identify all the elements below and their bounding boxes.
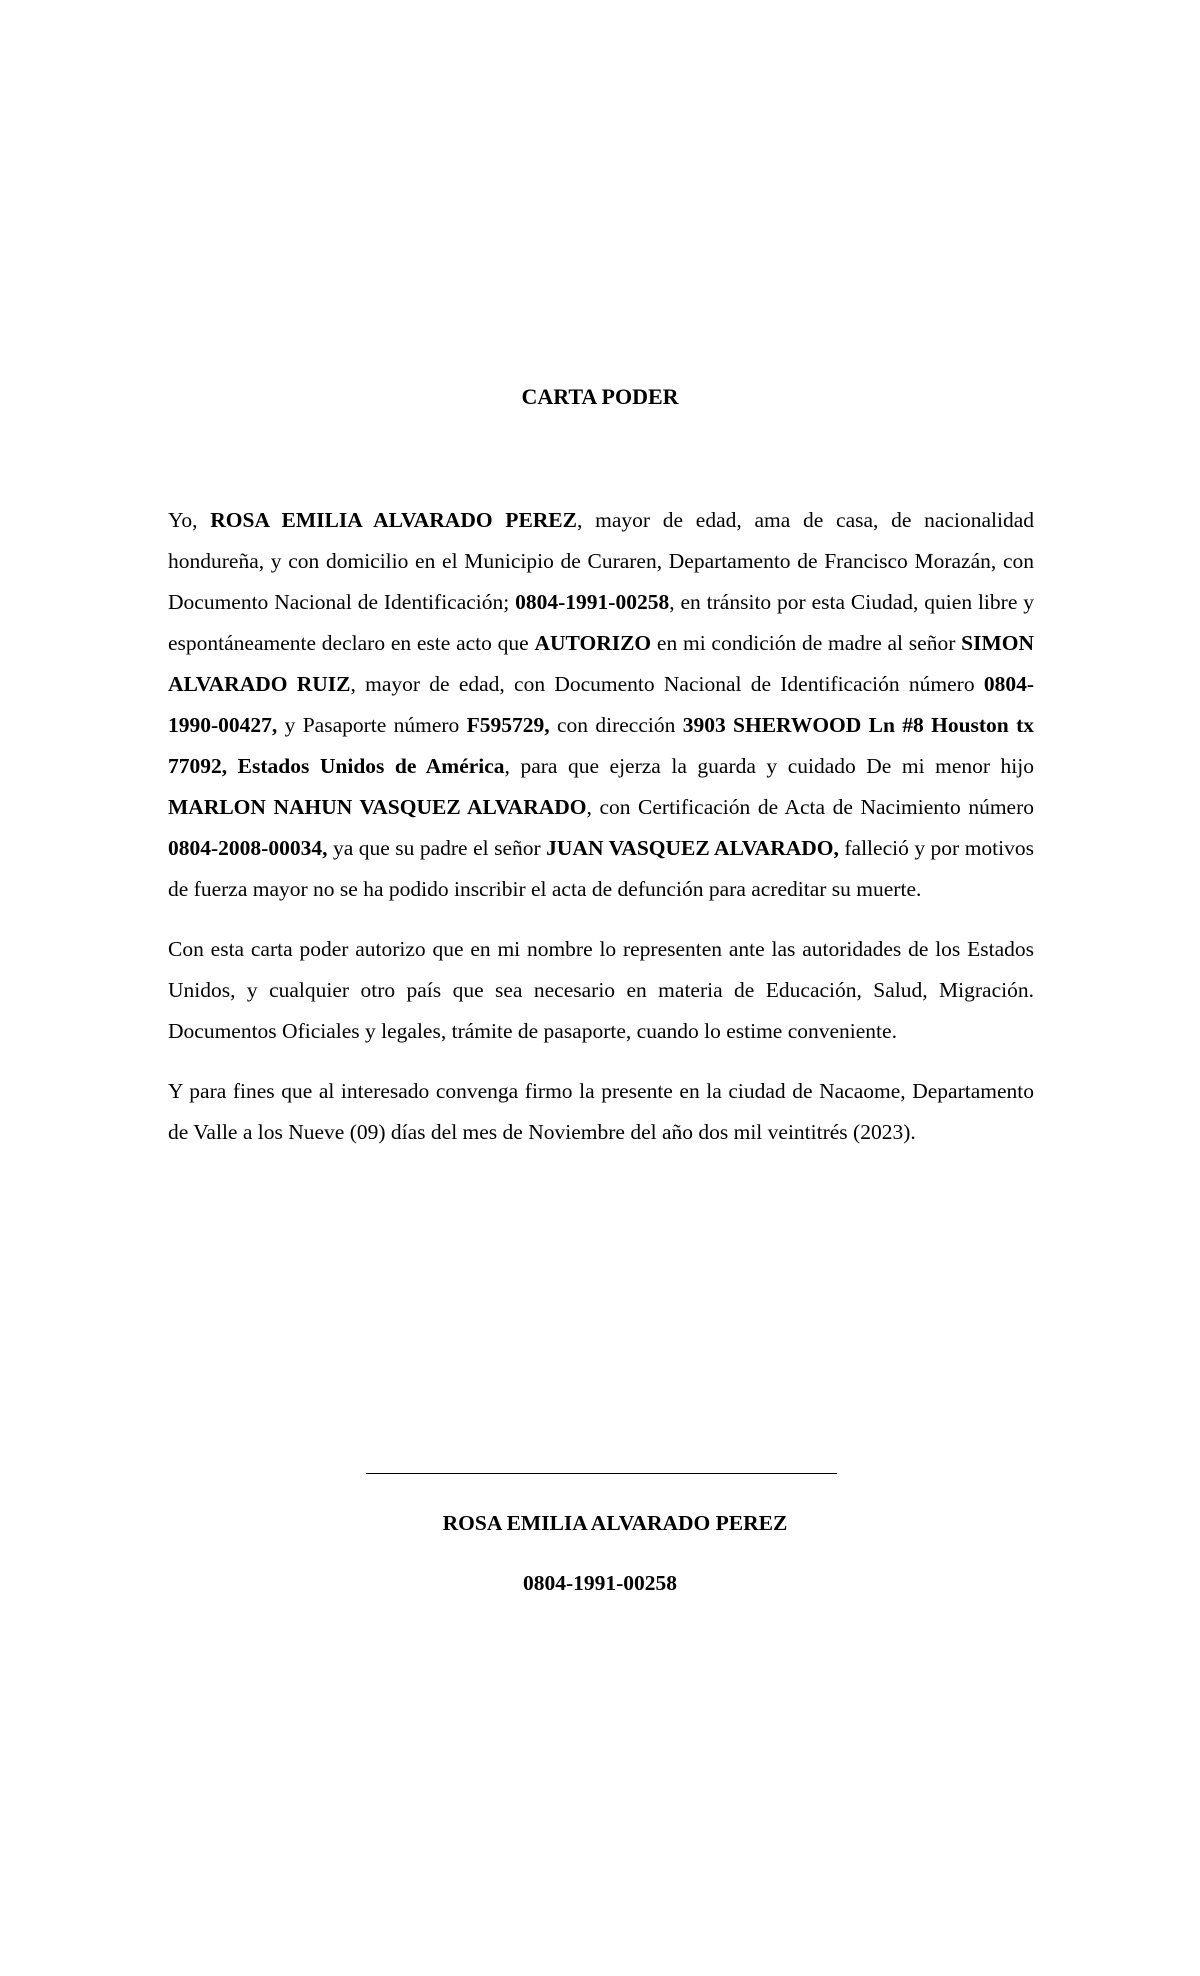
authorize-keyword: AUTORIZO <box>534 631 652 655</box>
document-body <box>168 500 1034 1172</box>
paragraph-signing: Y para fines que al interesado convenga firmo la presente en la ciudad de Nacaome, Departamento de Valle a los Nueve (09) días del mes de Noviembre del año dos mil veintitrés (2023). <box>168 1079 1034 1144</box>
attorney-name: SIMON ALVARADO RUIZ <box>168 631 1035 696</box>
document-title: CARTA PODER <box>521 384 679 409</box>
text-run: , mayor de edad, con Documento Nacional de Identificación número <box>350 672 984 696</box>
signature-line <box>366 1473 837 1474</box>
text-run: falleció y por motivos de fuerza mayor no se ha podido inscribir el acta de defunción para acreditar su muerte. <box>168 836 1034 901</box>
text-run: , en tránsito por esta Ciudad, quien libre y espontáneamente declaro en este acto que <box>168 590 1035 655</box>
text-run: en mi condición de madre al señor <box>651 631 962 655</box>
text-run: ya que su padre el señor <box>327 836 547 860</box>
minor-name: MARLON NAHUN VASQUEZ ALVARADO <box>168 795 587 819</box>
minor-birth-certificate: 0804-2008-00034, <box>168 836 328 860</box>
text-run: y Pasaporte número <box>277 713 467 737</box>
father-name: JUAN VASQUEZ ALVARADO, <box>546 836 839 860</box>
text-run: con dirección <box>549 713 683 737</box>
paragraph-representation: Con esta carta poder autorizo que en mi nombre lo representen ante las autoridades de los Estados Unidos, y cualquier otro país que sea necesario en materia de Educación, Salud, Migración. Documentos Oficiales y legales, trámite de pasaporte, cuando lo estime conveniente. <box>168 937 1034 1043</box>
text-run: , para que ejerza la guarda y cuidado De mi menor hijo <box>504 754 1034 778</box>
text-run: , mayor de edad, ama de casa, de nacionalidad hondureña, y con domicilio en el Municipio de Curaren, Departamento de Francisco Morazán, con Documento Nacional de Identificación; <box>168 508 1034 614</box>
text-run: , con Certificación de Acta de Nacimiento número <box>586 795 1034 819</box>
attorney-id: 0804-1990-00427, <box>168 672 1035 737</box>
attorney-passport: F595729, <box>466 713 550 737</box>
text-run: Yo, <box>168 508 211 532</box>
paragraph-authorization <box>168 500 1034 910</box>
grantor-name: ROSA EMILIA ALVARADO PEREZ <box>210 508 577 532</box>
signatory-name: ROSA EMILIA ALVARADO PEREZ <box>442 1511 788 1535</box>
grantor-id: 0804-1991-00258 <box>515 590 670 614</box>
attorney-address: 3903 SHERWOOD Ln #8 Houston tx 77092, Estados Unidos de América <box>168 713 1035 778</box>
signatory-id: 0804-1991-00258 <box>522 1571 678 1595</box>
